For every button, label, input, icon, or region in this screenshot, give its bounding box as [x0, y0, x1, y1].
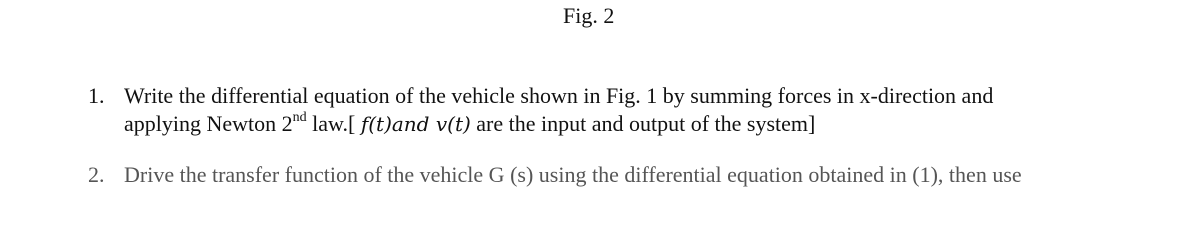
question-number: 2. — [88, 162, 105, 187]
question-text-suffix: are the input and output of the system] — [470, 111, 816, 136]
question-text-prefix: applying Newton 2 — [124, 111, 293, 136]
ordinal-superscript: nd — [292, 109, 307, 125]
math-expression: f(t)and v(t) — [360, 112, 471, 136]
question-text-middle: law.[ — [306, 111, 361, 136]
question-text-line-1: Drive the transfer function of the vehicle G (s) using the differential equation obtained in (1), then use — [124, 162, 1022, 187]
figure-caption: Fig. 2 — [563, 3, 615, 28]
question-text-line-1: Write the differential equation of the vehicle shown in Fig. 1 by summing forces in x-direction and — [124, 83, 994, 108]
question-number: 1. — [88, 83, 105, 108]
question-text-line-2 — [124, 110, 815, 138]
